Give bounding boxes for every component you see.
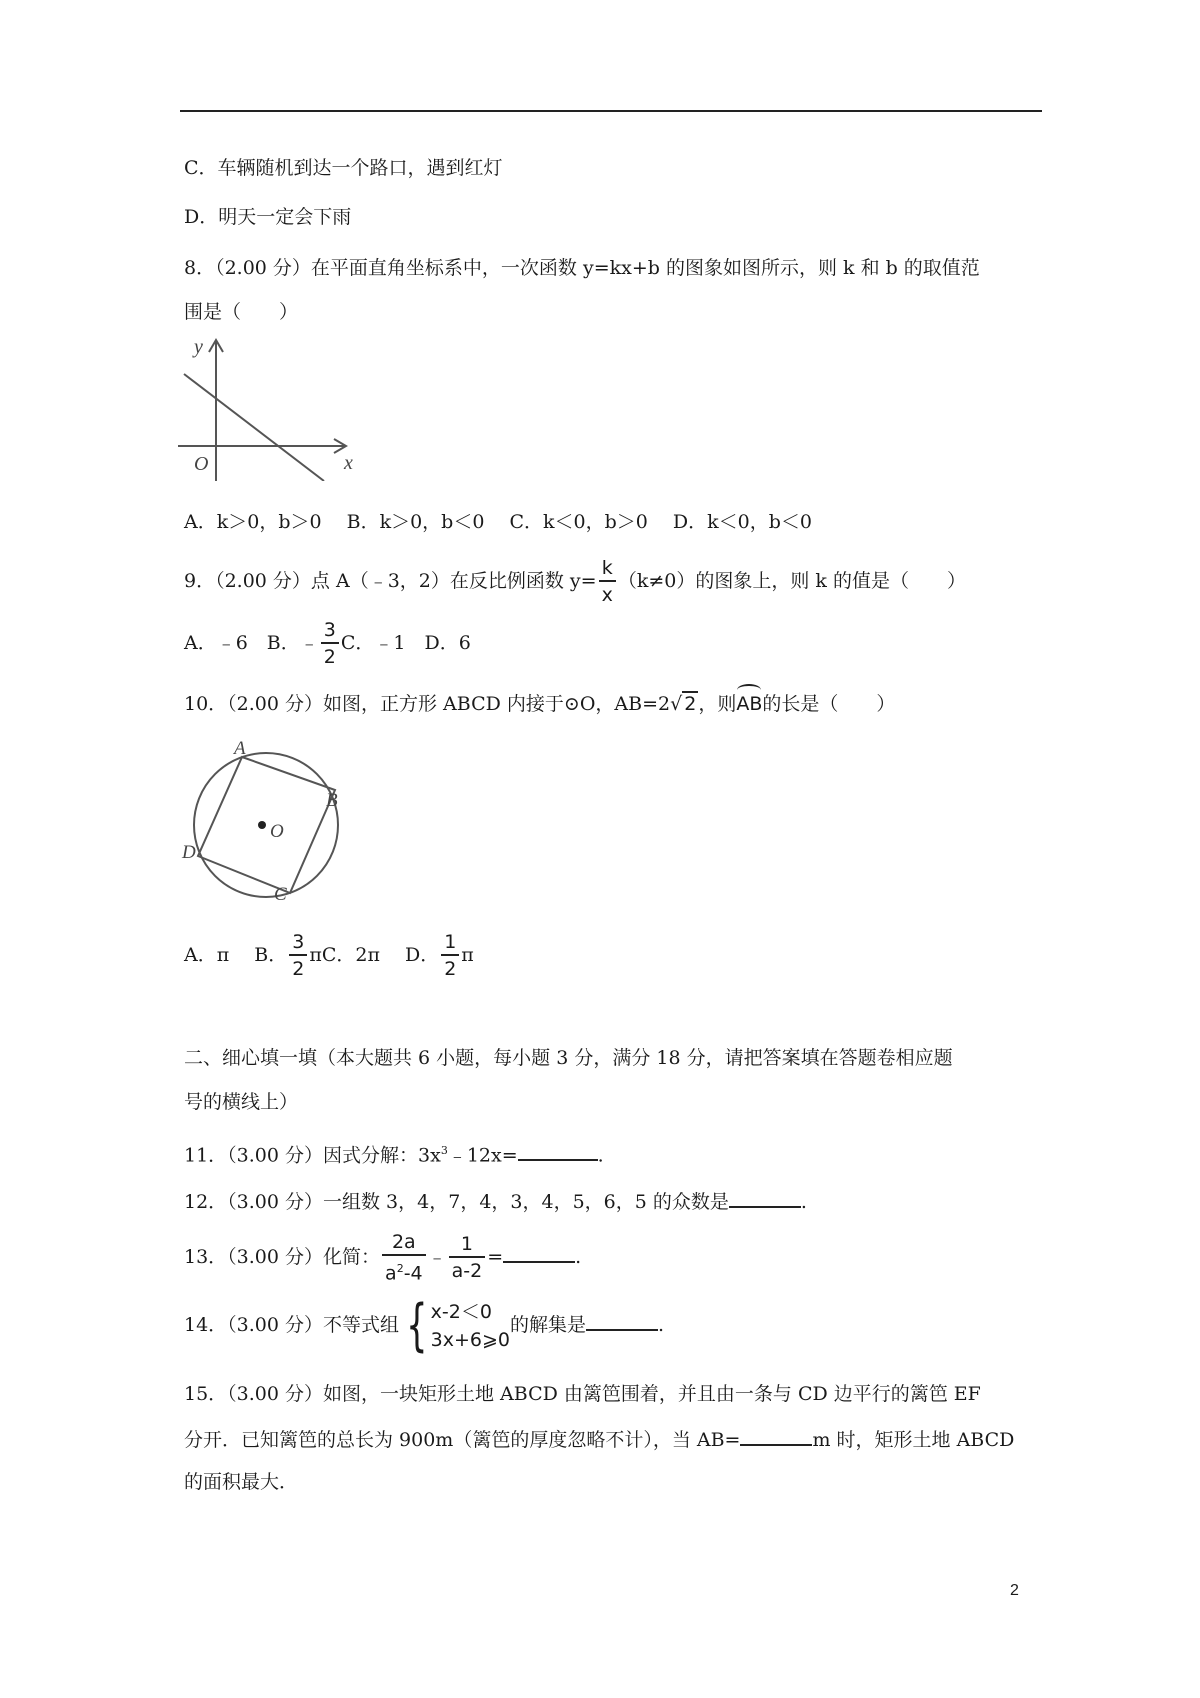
q13-f1-den-exp: 2 [396, 1262, 404, 1275]
header-rule [180, 110, 1042, 112]
q10-opt-b-num: 3 [289, 930, 307, 956]
q12-end: . [800, 1191, 807, 1213]
vertex-d-label: D [182, 842, 196, 863]
q15-line2-suffix: m 时，矩形土地 ABCD [812, 1429, 1015, 1451]
q11-exponent: 3 [440, 1144, 448, 1157]
q15-answer-blank[interactable] [740, 1424, 812, 1446]
q9-stem [184, 556, 966, 608]
q9-opt-a: A．﹣6 B． [184, 632, 300, 654]
q10-prefix: 10．（2.00 分）如图，正方形 ABCD 内接于⊙O，AB=2 [184, 693, 671, 715]
q10-stem [184, 690, 895, 718]
q14-suffix: 的解集是 [510, 1314, 587, 1336]
q13-f2-num: 1 [449, 1232, 486, 1258]
q10-opt-d-fraction [441, 930, 459, 982]
q10-opt-b-fraction [289, 930, 307, 982]
q15-line2 [184, 1424, 1014, 1454]
q10-middle: ，则 [698, 693, 737, 715]
q9-frac-num: k [599, 556, 616, 582]
q7-option-c: C．车辆随机到达一个路口，遇到红灯 [184, 157, 503, 179]
q13-fraction-1 [382, 1230, 426, 1286]
q9-opt-cd: C．﹣1 D．6 [340, 632, 471, 654]
vertex-b-label: B [326, 790, 338, 811]
q9-opt-b-num: 3 [321, 618, 339, 644]
q10-opt-b-pi: π [309, 944, 322, 966]
q15-line3: 的面积最大． [184, 1471, 299, 1493]
q11-end: . [597, 1144, 604, 1167]
q9-suffix: （k≠0）的图象上，则 k 的值是（ ） [617, 570, 966, 592]
q13-f1-den-base: a [385, 1262, 397, 1285]
origin-label: O [194, 453, 209, 475]
q10-opt-d-den: 2 [444, 958, 457, 980]
x-axis-label: x [344, 452, 353, 474]
q11-answer-blank[interactable] [518, 1139, 598, 1161]
q10-sqrt-radicand: 2 [684, 693, 697, 715]
q13-minus: ﹣ [427, 1246, 447, 1269]
q14-answer-blank[interactable] [586, 1309, 658, 1331]
q12-prefix: 12．（3.00 分）一组数 3，4，7，4，3，4，5，6，5 的众数是 [184, 1191, 729, 1213]
vertex-a-label: A [234, 740, 246, 759]
q14-brace: { [406, 1293, 428, 1358]
q10-opt-c: C．2π D． [321, 944, 440, 966]
q10-sqrt: √ 2 [670, 693, 697, 715]
center-point [258, 821, 266, 829]
q13-f1-den-rest: -4 [403, 1262, 423, 1285]
q9-fraction [599, 556, 616, 608]
vertex-c-label: C [274, 884, 287, 900]
q14-end: . [658, 1314, 665, 1336]
q12-answer-blank[interactable] [729, 1186, 801, 1208]
page-number: 2 [1010, 1582, 1019, 1599]
q13-f1-num: 2a [382, 1230, 426, 1256]
q15-line1: 15．（3.00 分）如图，一块矩形土地 ABCD 由篱笆围着，并且由一条与 CD 边平行的篱笆 EF [184, 1383, 981, 1405]
q11 [184, 1137, 604, 1169]
q10-opt-a: A．π B． [184, 944, 288, 966]
q9-opt-b-den: 2 [323, 646, 336, 668]
q9-opt-b-fraction [321, 618, 339, 670]
q10-opt-d-num: 1 [441, 930, 459, 956]
q10-opt-d-pi: π [461, 944, 474, 966]
q14-row2: 3x+6⩾0 [430, 1329, 511, 1351]
q15-line2-prefix: 分开．已知篱笆的总长为 900m（篱笆的厚度忽略不计），当 AB= [184, 1429, 741, 1451]
q14 [184, 1293, 665, 1358]
q13 [184, 1230, 581, 1286]
center-o-label: O [270, 821, 284, 842]
q8-options: A．k＞0，b＞0 B．k＞0，b＜0 C．k＜0，b＞0 D．k＜0，b＜0 [184, 511, 812, 533]
q9-opt-b-sign: ﹣ [299, 632, 319, 654]
q7-option-d: D．明天一定会下雨 [184, 206, 352, 228]
q14-row1: x-2＜0 [430, 1301, 492, 1323]
q10-circle-figure [178, 740, 348, 900]
q9-options [184, 618, 471, 670]
square-abcd [198, 757, 335, 893]
q13-answer-blank[interactable] [503, 1241, 575, 1263]
section2-heading-line2: 号的横线上） [184, 1091, 299, 1113]
q10-opt-b-den: 2 [292, 958, 305, 980]
q14-prefix: 14．（3.00 分）不等式组 [184, 1314, 400, 1336]
q13-fraction-2 [449, 1232, 486, 1284]
q13-eq: = [487, 1246, 504, 1269]
q13-f1-den [382, 1256, 426, 1286]
q8-stem-line1: 8．（2.00 分）在平面直角坐标系中，一次函数 y=kx+b 的图象如图所示，则 k 和 b 的取值范 [184, 257, 980, 279]
y-axis-label: y [194, 336, 203, 358]
q11-prefix: 11．（3.00 分）因式分解：3x [184, 1144, 441, 1167]
q11-mid: ﹣12x= [447, 1144, 518, 1167]
section2-heading-line1: 二、细心填一填（本大题共 6 小题，每小题 3 分，满分 18 分，请把答案填在答题卷相应题 [184, 1047, 953, 1069]
q9-prefix: 9．（2.00 分）点 A（﹣3，2）在反比例函数 y= [184, 570, 597, 592]
q14-inequality-system [399, 1293, 511, 1358]
q8-graph-figure [176, 336, 366, 481]
q13-f2-den: a-2 [451, 1260, 483, 1283]
q12 [184, 1186, 807, 1216]
q10-options [184, 930, 474, 982]
q10-arc-label: AB [736, 690, 762, 718]
q10-suffix: 的长是（ ） [762, 693, 896, 715]
q8-stem-line2: 围是（ ） [184, 301, 299, 323]
q9-frac-den: x [601, 584, 613, 606]
q13-prefix: 13．（3.00 分）化简： [184, 1246, 381, 1269]
q13-end: . [575, 1246, 582, 1269]
